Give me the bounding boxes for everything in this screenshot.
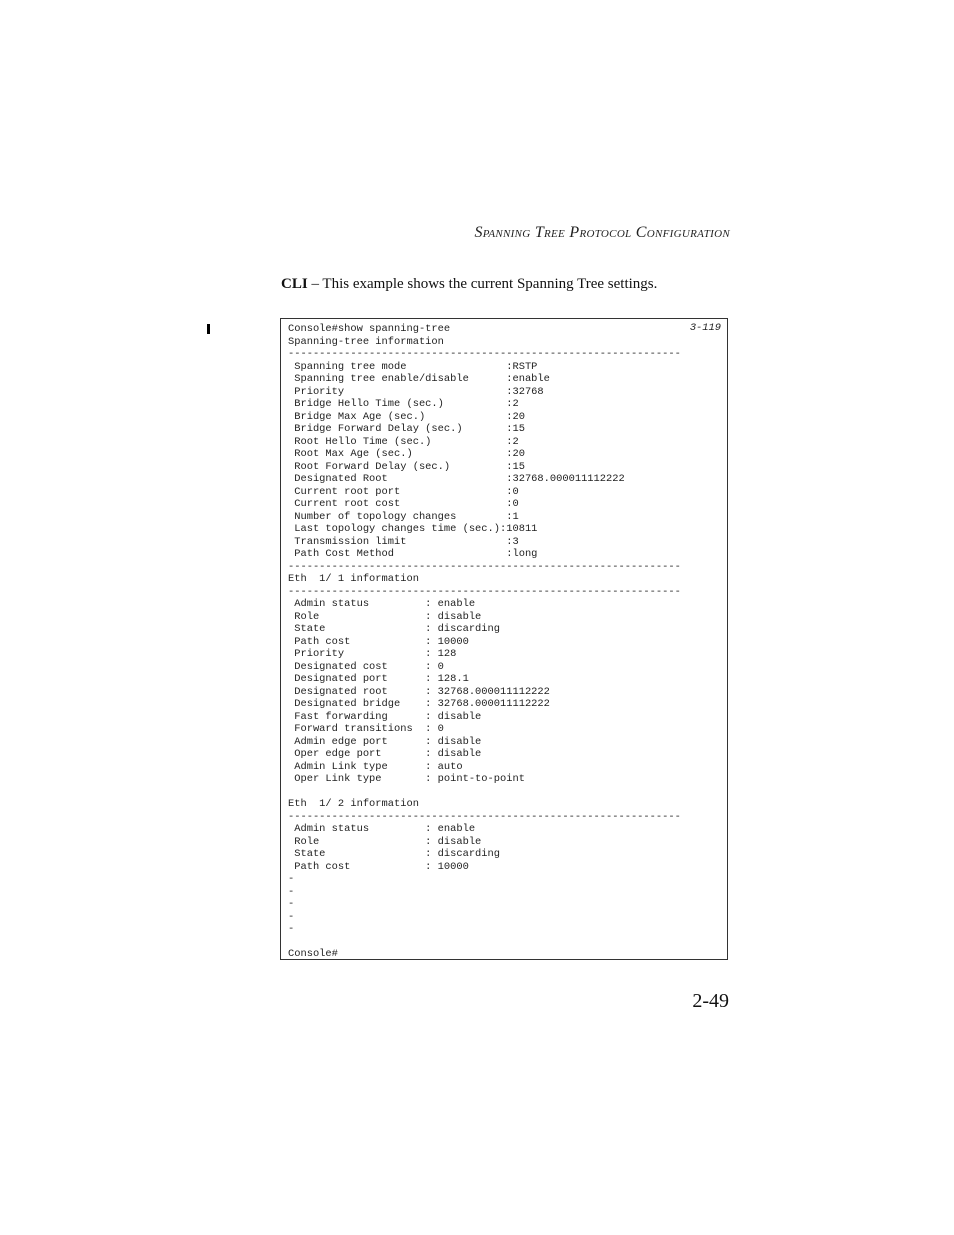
code-line: Bridge Forward Delay (sec.) :15 [288, 423, 525, 435]
code-line: --------------------------------------------------------------- [288, 560, 681, 573]
change-bar-marker [207, 324, 210, 334]
cli-example-box [280, 318, 728, 960]
intro-paragraph [281, 276, 657, 293]
page-number: 2-49 [692, 990, 729, 1012]
code-line: Bridge Max Age (sec.) :20 [288, 410, 525, 423]
code-line: Eth 1/ 1 information [288, 573, 419, 585]
code-line: Oper Link type : point-to-point [288, 773, 525, 785]
code-line: Current root cost :0 [288, 498, 519, 510]
code-line: Last topology changes time (sec.):10811 [288, 523, 538, 535]
code-line: Admin edge port : disable [288, 735, 482, 748]
code-line: Admin status : enable [288, 598, 476, 610]
code-line: Admin Link type : auto [288, 760, 463, 773]
code-line: Priority :32768 [288, 385, 544, 398]
code-line: Role : disable [288, 835, 482, 848]
code-line: State : discarding [288, 623, 501, 635]
code-line: Designated port : 128.1 [288, 673, 469, 685]
code-line: Path cost : 10000 [288, 635, 469, 648]
command-page-reference: 3-119 [689, 322, 721, 334]
code-line: Spanning tree mode :RSTP [288, 360, 538, 373]
code-line: State : discarding [288, 848, 501, 860]
code-line: Transmission limit :3 [288, 535, 519, 548]
cli-output [288, 323, 681, 961]
code-line: Path cost : 10000 [288, 860, 469, 873]
code-line: Root Hello Time (sec.) :2 [288, 435, 519, 448]
code-line: Number of topology changes :1 [288, 510, 519, 523]
code-line: - [288, 898, 295, 910]
code-line: Designated cost : 0 [288, 660, 444, 673]
code-line: Root Max Age (sec.) :20 [288, 448, 525, 460]
intro-bold-label: CLI [281, 276, 308, 292]
code-line: - [288, 885, 295, 898]
code-line: --------------------------------------------------------------- [288, 810, 681, 823]
code-line: Designated Root :32768.000011112222 [288, 473, 625, 485]
code-line: Role : disable [288, 610, 482, 623]
code-line: Fast forwarding : disable [288, 710, 482, 723]
code-line: Admin status : enable [288, 823, 476, 835]
code-line: Root Forward Delay (sec.) :15 [288, 460, 525, 473]
code-line: Spanning tree enable/disable :enable [288, 373, 550, 385]
code-line: Eth 1/ 2 information [288, 798, 419, 810]
code-line: Priority : 128 [288, 648, 457, 660]
code-line: Path Cost Method :long [288, 548, 538, 560]
code-line: Oper edge port : disable [288, 748, 482, 760]
code-line: --------------------------------------------------------------- [288, 585, 681, 598]
code-line: Forward transitions : 0 [288, 723, 444, 735]
intro-text: – This example shows the current Spanning Tree settings. [307, 276, 658, 292]
code-line: Spanning-tree information [288, 335, 444, 348]
code-line: Console# [288, 948, 338, 960]
code-line: - [288, 910, 295, 923]
code-line: --------------------------------------------------------------- [288, 348, 681, 360]
code-line: Designated root : 32768.000011112222 [288, 685, 550, 698]
running-header: Spanning Tree Protocol Configuration [474, 224, 730, 241]
code-line: Designated bridge : 32768.000011112222 [288, 698, 550, 710]
code-line: - [288, 873, 295, 885]
code-line: - [288, 923, 295, 935]
code-line: Console#show spanning-tree [288, 323, 451, 335]
code-line: Current root port :0 [288, 485, 519, 498]
code-line: Bridge Hello Time (sec.) :2 [288, 398, 519, 410]
